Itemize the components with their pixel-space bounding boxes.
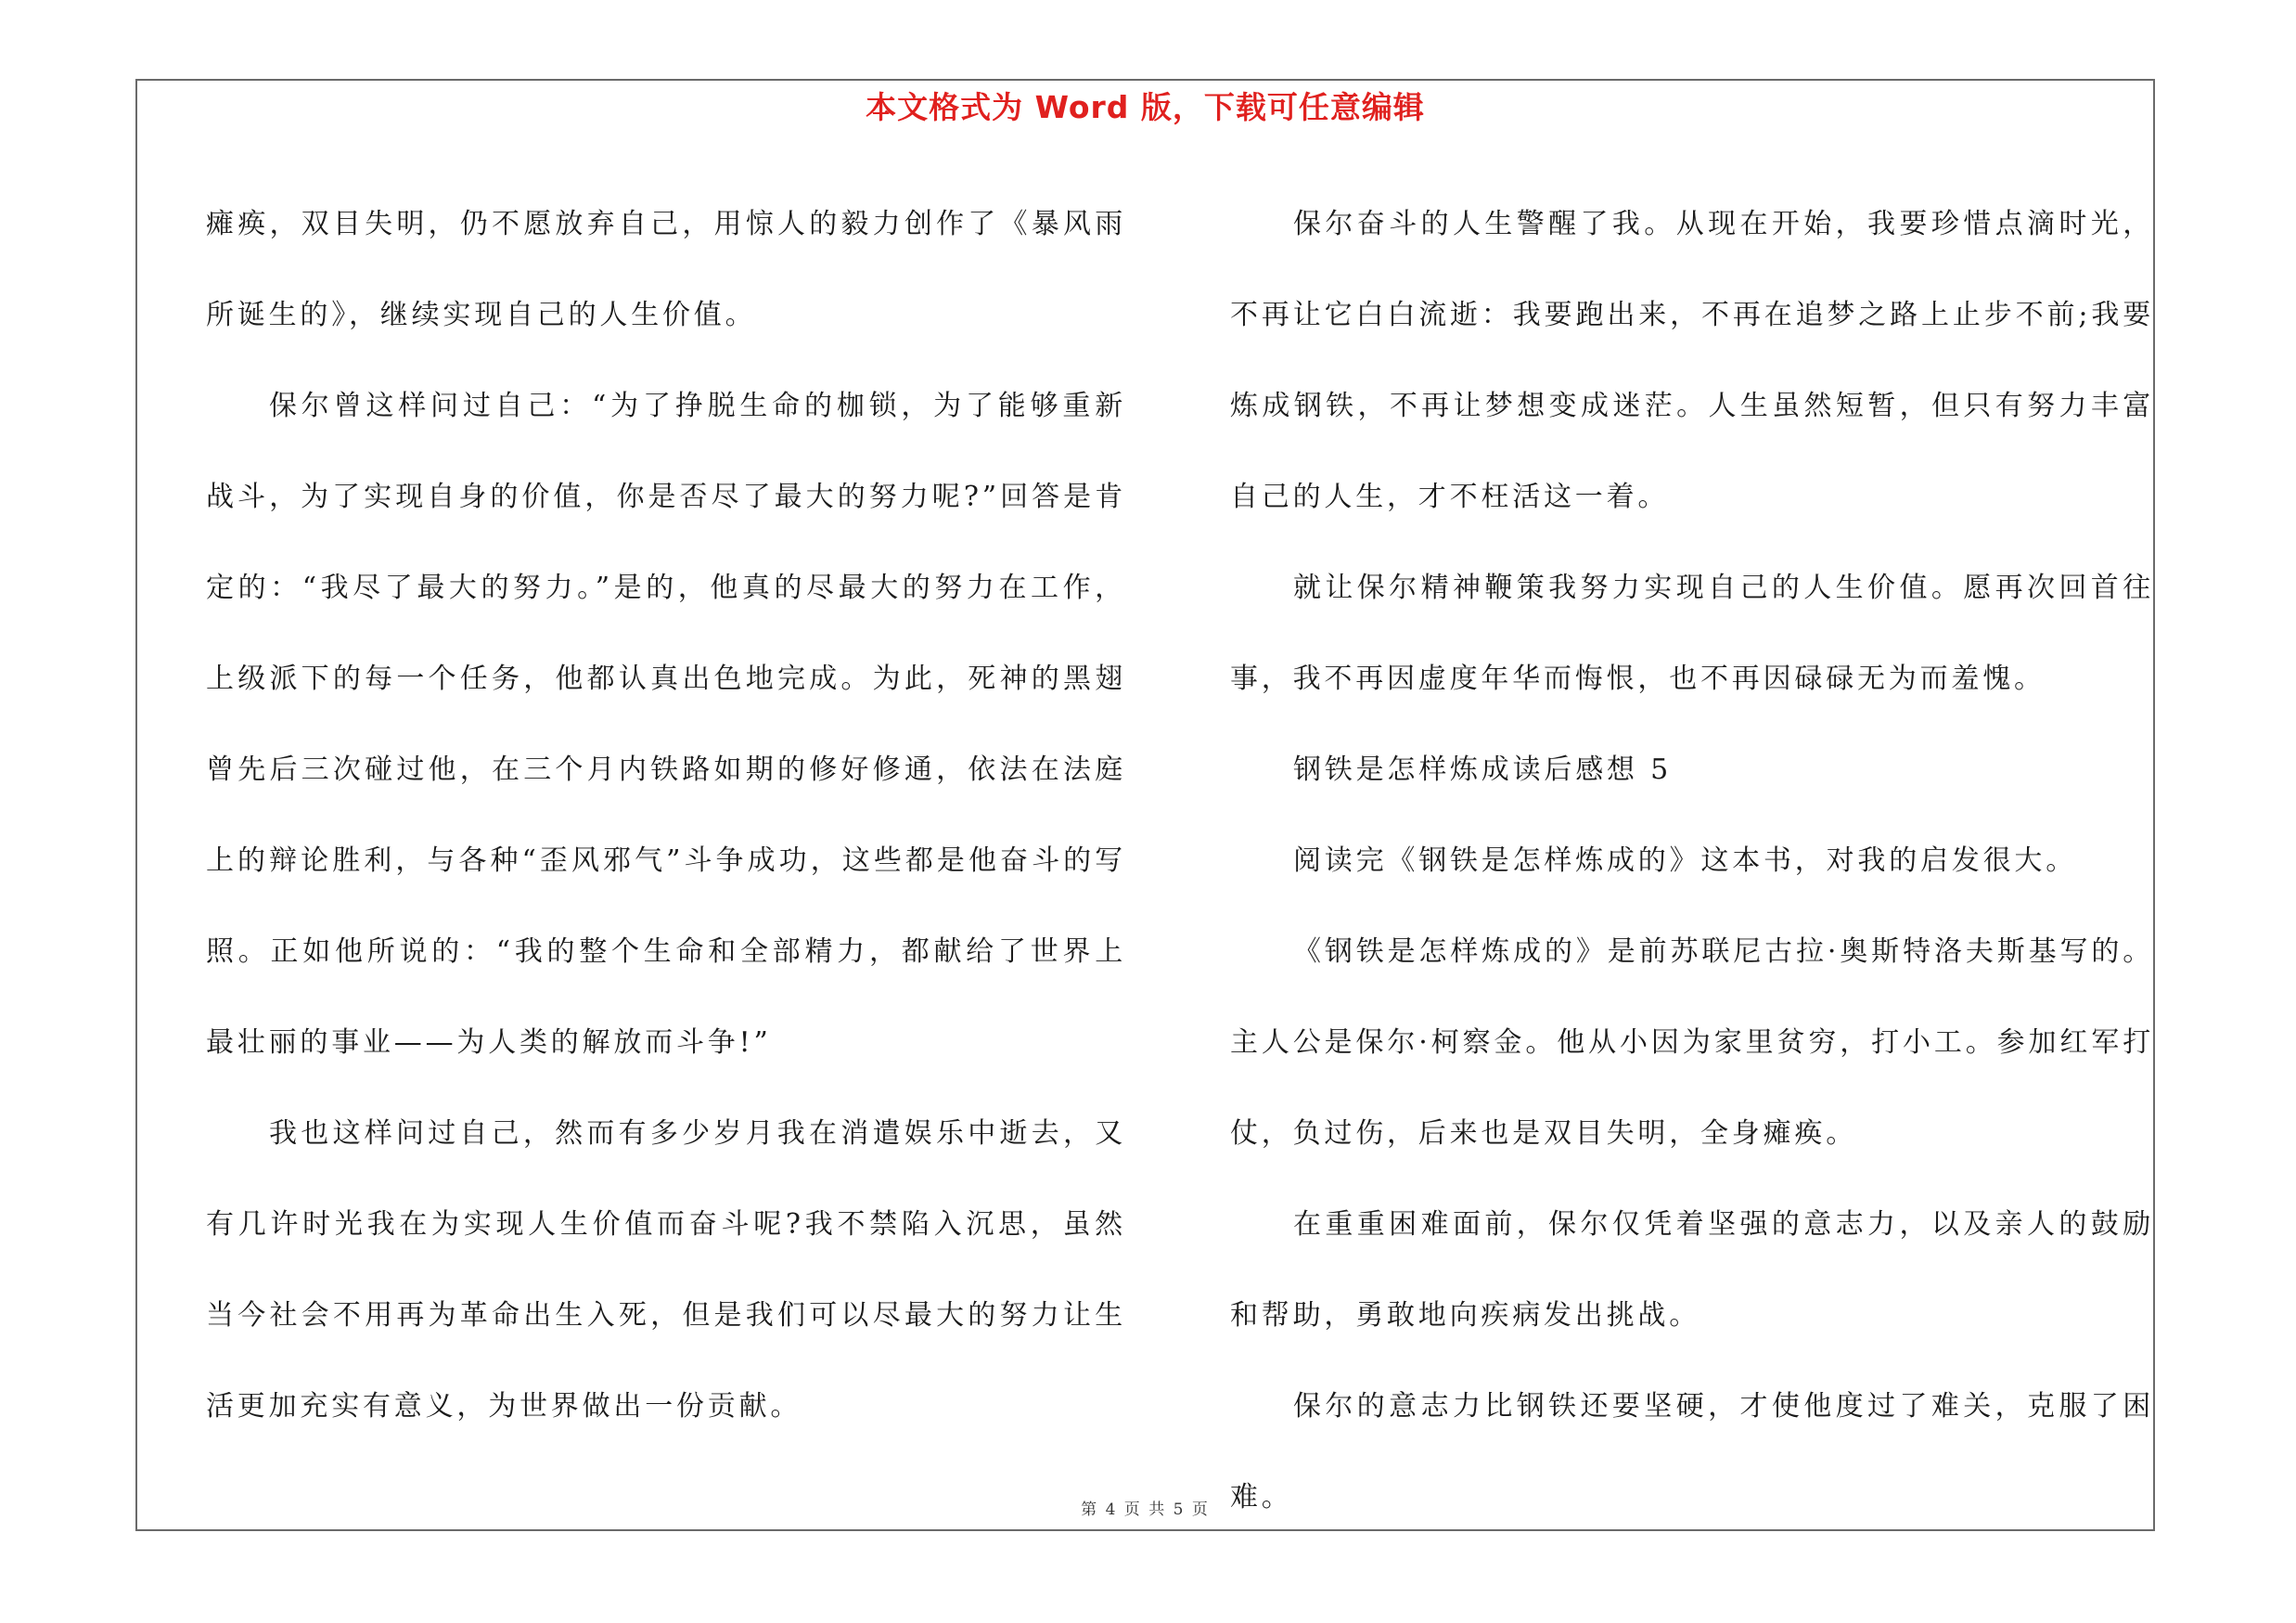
- left-column: [206, 179, 1126, 1452]
- word-format-banner: 本文格式为 Word 版，下载可任意编辑: [866, 89, 1425, 125]
- page-number-footer: 第 4 页 共 5 页: [1081, 1501, 1210, 1519]
- section-heading: 钢铁是怎样炼成读后感想 5: [1293, 754, 1673, 786]
- paragraph: 保尔曾这样问过自己：“为了挣脱生命的枷锁，为了能够重新战斗，为了实现自身的价值，你是否尽了最大的努力呢?”回答是肯定的：“我尽了最大的努力。”是的，他真的尽最大的努力在工作，上级派下的每一个任务，他都认真出色地完成。为此，死神的黑翅曾先后三次碰过他，在三个月内铁路如期的修好修通，依法在法庭上的辩论胜利，与各种“歪风邪气”斗争成功，这些都是他奋斗的写照。正如他所说的：“我的整个生命和全部精力，都献给了世界上最壮丽的事业——为人类的解放而斗争!”: [206, 390, 1126, 1059]
- paragraph: 保尔的意志力比钢铁还要坚硬，才使他度过了难关，克服了困难。: [1230, 1390, 2154, 1514]
- paragraph: 在重重困难面前，保尔仅凭着坚强的意志力，以及亲人的鼓励和帮助，勇敢地向疾病发出挑战。: [1230, 1208, 2154, 1332]
- paragraph: 保尔奋斗的人生警醒了我。从现在开始，我要珍惜点滴时光，不再让它白白流逝：我要跑出来，不再在追梦之路上止步不前;我要炼成钢铁，不再让梦想变成迷茫。人生虽然短暂，但只有努力丰富自己的人生，才不枉活这一着。: [1230, 208, 2154, 513]
- paragraph: 我也这样问过自己，然而有多少岁月我在消遣娱乐中逝去，又有几许时光我在为实现人生价值而奋斗呢?我不禁陷入沉思，虽然当今社会不用再为革命出生入死，但是我们可以尽最大的努力让生活更加充实有意义，为世界做出一份贡献。: [206, 1117, 1126, 1423]
- paragraph: 《钢铁是怎样炼成的》是前苏联尼古拉·奥斯特洛夫斯基写的。主人公是保尔·柯察金。他从小因为家里贫穷，打小工。参加红军打仗，负过伤，后来也是双目失明，全身瘫痪。: [1230, 935, 2154, 1150]
- paragraph: 瘫痪，双目失明，仍不愿放弃自己，用惊人的毅力创作了《暴风雨所诞生的》，继续实现自己的人生价值。: [206, 208, 1126, 331]
- paragraph: 就让保尔精神鞭策我努力实现自己的人生价值。愿再次回首往事，我不再因虚度年华而悔恨，也不再因碌碌无为而羞愧。: [1230, 572, 2154, 695]
- paragraph: 阅读完《钢铁是怎样炼成的》这本书，对我的启发很大。: [1293, 844, 2077, 877]
- right-column: [1230, 179, 2154, 1543]
